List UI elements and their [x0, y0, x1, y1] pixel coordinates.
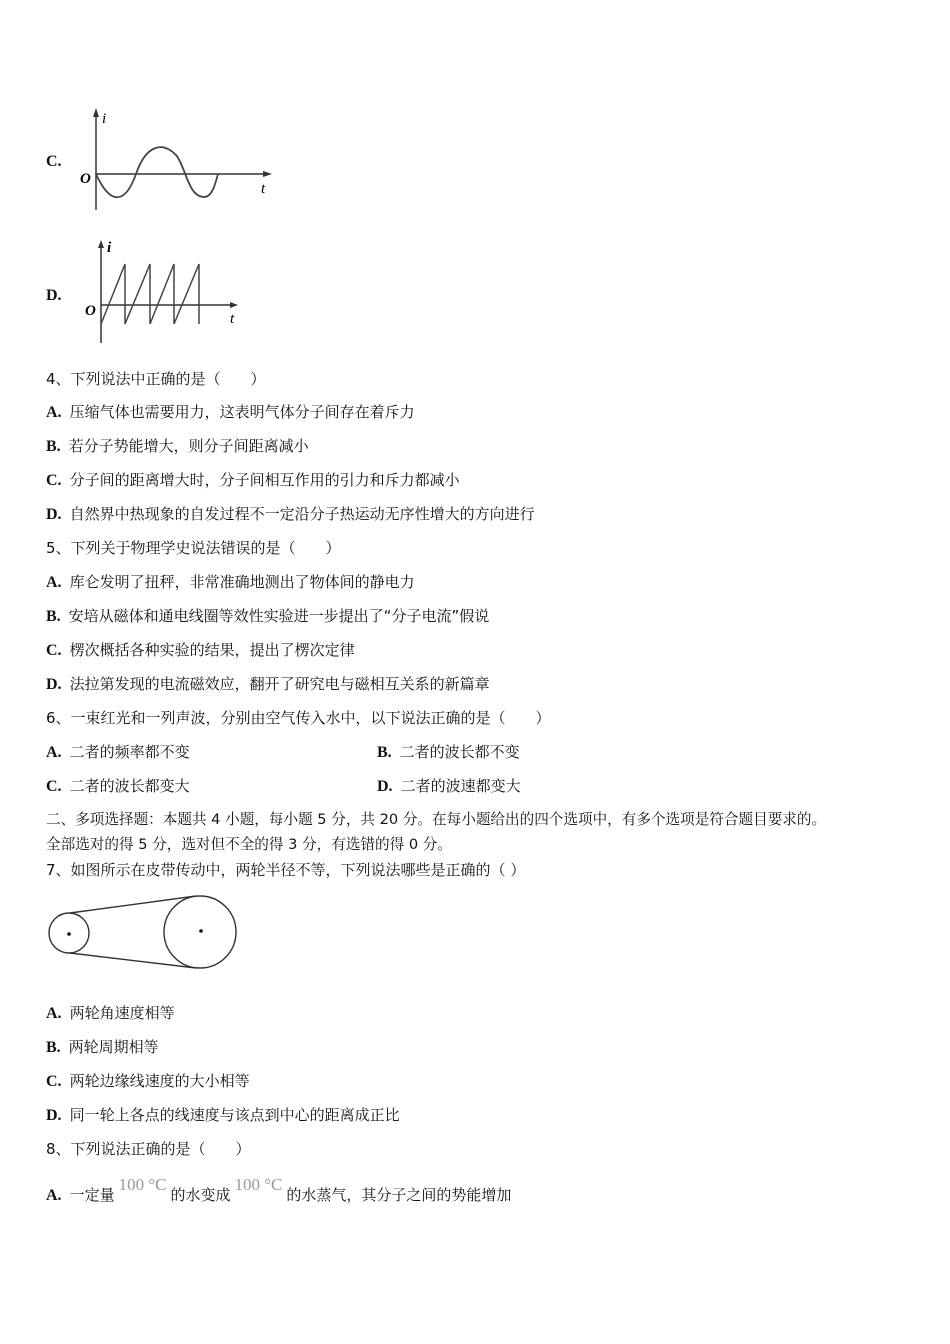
q5-option-b: B. 安培从磁体和通电线圈等效性实验进一步提出了“分子电流”假说	[46, 607, 490, 625]
q4-stem: 4、下列说法中正确的是（ ）	[46, 370, 266, 388]
q4-option-a: A. 压缩气体也需要用力，这表明气体分子间存在着斥力	[46, 403, 415, 421]
sawtooth-current-graph	[80, 238, 250, 348]
q5-option-d: D. 法拉第发现的电流磁效应，翻开了研究电与磁相互关系的新篇章	[46, 675, 490, 693]
q7-option-d: D. 同一轮上各点的线速度与该点到中心的距离成正比	[46, 1106, 400, 1124]
q6-option-b: B. 二者的波长都不变	[377, 743, 520, 761]
q7-option-b: B. 两轮周期相等	[46, 1038, 159, 1056]
q6-option-d: D. 二者的波速都变大	[377, 777, 521, 795]
sine-current-graph	[80, 105, 280, 215]
q5-option-a: A. 库仑发明了扭秤，非常准确地测出了物体间的静电力	[46, 573, 415, 591]
q5-stem: 5、下列关于物理学史说法错误的是（ ）	[46, 539, 341, 557]
y-axis-label: i	[102, 111, 107, 127]
svg-text:t: t	[230, 311, 235, 327]
temperature-value: 100 °C	[234, 1175, 283, 1194]
section2-instructions-2: 全部选对的得 5 分，选对但不全的得 3 分，有选错的得 0 分。	[46, 836, 452, 853]
q4-option-b: B. 若分子势能增大，则分子间距离减小	[46, 437, 309, 455]
section2-instructions-1: 二、多项选择题：本题共 4 小题，每小题 5 分，共 20 分。在每小题给出的四个选项中，有多个选项是符合题目要求的。	[46, 811, 827, 828]
q8-stem: 8、下列说法正确的是（ ）	[46, 1140, 251, 1158]
option-d-label: D.	[46, 287, 62, 304]
q4-option-c: C. 分子间的距离增大时，分子间相互作用的引力和斥力都减小	[46, 471, 460, 489]
q4-option-d: D. 自然界中热现象的自发过程不一定沿分子热运动无序性增大的方向进行	[46, 505, 535, 523]
q6-stem: 6、一束红光和一列声波，分别由空气传入水中，以下说法正确的是（ ）	[46, 709, 551, 727]
option-c-label: C.	[46, 153, 62, 170]
q7-option-a: A. 两轮角速度相等	[46, 1004, 175, 1022]
svg-text:i: i	[107, 240, 112, 256]
q6-option-a: A. 二者的频率都不变	[46, 743, 190, 761]
svg-text:O: O	[85, 303, 96, 319]
q5-option-c: C. 楞次概括各种实验的结果，提出了楞次定律	[46, 641, 355, 659]
q6-option-c: C. 二者的波长都变大	[46, 777, 190, 795]
q7-stem: 7、如图所示在皮带传动中，两轮半径不等，下列说法哪些是正确的（ ）	[46, 861, 526, 879]
temperature-value: 100 °C	[118, 1175, 167, 1194]
q7-option-c: C. 两轮边缘线速度的大小相等	[46, 1072, 250, 1090]
svg-text:t: t	[261, 181, 266, 197]
belt-pulley-diagram	[44, 890, 244, 974]
q8-option-a: A. 一定量100 °C的水变成100 °C的水蒸气，其分子之间的势能增加	[46, 1175, 512, 1204]
svg-text:O: O	[80, 171, 91, 187]
